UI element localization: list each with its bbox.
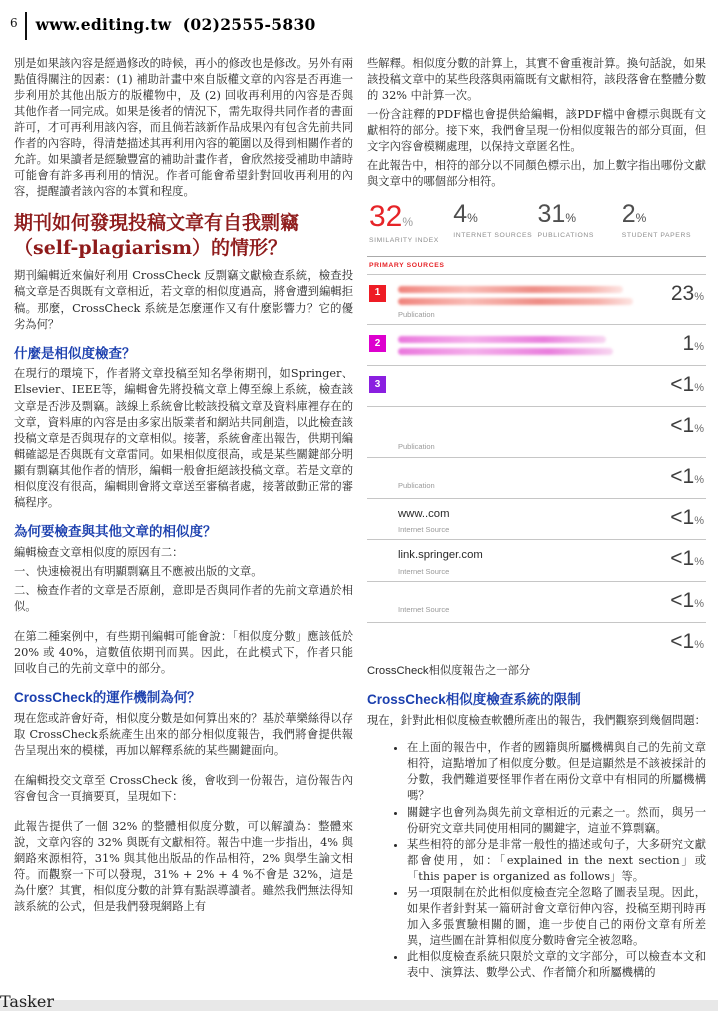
limitation-item: • 另一項限制在於此相似度檢查完全忽略了圖表呈現。因此，如果作者針對某一篇研討會文章衍伸內容，投稿至期刊時再加入多張實驗相關的圖，進一步使自己的兩份文章有所差異，這些圖在計算相似度分數時會完全被忽略。 [407,885,706,949]
stat-internet-value: 4% [453,200,478,229]
source-badge-2: 2 [369,335,386,352]
source-badge-9: 9 [374,635,381,647]
watermark-label: Tasker [0,992,54,1011]
limitation-item: • 關鍵字也會列為與先前文章相近的元素之一。然而，與另一份研究文章共同使用相同的關鍵字，這並不算剽竊。 [407,805,706,837]
redacted-text-bar [398,646,640,653]
stat-publications [538,202,622,246]
paragraph-what-is-similarity-check: 在現行的環境下，作者將文章投稿至知名學術期刊，如Springer、Elsevier、IEEE等，編輯會先將投稿文章上傳至線上系統，檢查該文章是否涉及剽竊。該線上系統會比較該投稿文章及資料庫裡存在的文章，資料庫的內容是由多家出版業者和網站共同創造，以此檢查該投稿文章是否與現存的文章相似。接著，系統會產出報告，供期刊編輯確認是否與既有文章雷同。如果相似度很高，或是某些關鍵部分明顯有剽竊其他作者的情形，編輯一般會拒絕該投稿文章。若是文章的相似度沒有很高，編輯則會將文章送至審稿者處，接著啟動正常的審稿程序。 [14,367,353,509]
source-url-springer: link.springer.com [398,549,483,562]
source-badge-7: 7 [374,552,381,564]
redacted-text-bar [398,286,623,293]
source-row-5 [367,457,706,498]
source-badge-5: 5 [374,470,381,482]
paragraph-how-3: 此報告提供了一個 32% 的整體相似度分數，可以解讀為：整體來說，文章內容的 32% 與既有文獻相符。報告中進一步指出，4% 與網路來源相符，31% 與其他出版品的作品相符，2% 與學生論文相符。而觀察一下可以發現，31% + 2% + 4 %不會是 32%，這是為什麼？其實，相似度分數的計算有點誤導讀者。雖然我們無法得知該系統的公式，但是我們發現網路上有 [14,819,353,913]
heading-how-crosscheck-works: CrossCheck的運作機制為何？ [14,689,201,705]
redacted-text-bar [398,418,640,425]
source-row-2 [367,324,706,365]
site-phone: (02)2555-5830 [182,15,316,34]
stat-similarity-label: SIMILARITY INDEX [369,237,439,245]
redacted-text-bar [398,593,640,600]
heading-why-check-similarity: 為何要檢查與其他文章的相似度？ [14,523,217,539]
tasker-watermark [0,992,718,1011]
article-title [14,211,353,261]
stat-student-value: 2% [621,200,647,229]
report-stats [367,200,706,256]
source-type-label: Internet Source [398,605,450,615]
source-percentage: <1% [670,630,704,654]
paragraph-why-item1: 一、快速檢視出有明顯剽竊且不應被出版的文章。 [14,564,263,578]
source-row-6 [367,498,706,540]
stat-internet-label: INTERNET SOURCES [453,232,533,240]
paragraph-why-item2: 二、檢查作者的文章是否原創，意即是否與同作者的先前文章過於相似。 [14,583,353,613]
source-type-label: Publication [398,442,435,452]
paragraph-continued-1: 些解釋。相似度分數的計算上，其實不會重複計算。換句話說，如果該投稿文章中的某些段落與兩篇既有文獻相符，該段落會在整體分數的 32% 中計算一次。 [367,57,706,103]
stat-internet-sources [453,202,537,246]
heading-what-is-similarity-check: 什麼是相似度檢查？ [14,345,136,361]
source-percentage: <1% [670,464,704,488]
paragraph-how-1: 現在您或許會好奇，相似度分數是如何算出來的？基於華樂絲得以存取 CrossCheck系統產生出來的部分相似度報告，我們將會提供報告呈現出來的模樣，再加以解釋系統的某些關鍵面向。 [14,711,353,757]
source-badge-3: 3 [369,376,386,393]
heading-crosscheck-limits: CrossCheck相似度檢查系統的限制 [367,692,581,708]
stat-publications-value: 31% [537,200,576,229]
paragraph-continued-2: 一份含註釋的PDF檔也會提供給編輯，該PDF檔中會標示與既有文獻相符的部分。接下來，我們會呈現一份相似度報告的部分頁面，但文字內容會模糊處理，以保持文章匿名性。 [367,108,706,154]
limitation-item: • 在上面的報告中，作者的國籍與所屬機構與自己的先前文章相符，這點增加了相似度分數。但是這顯然是不該被採計的分數，我們難道要怪罪作者在兩份文章中有相同的所屬機構嗎？ [407,740,706,804]
source-row-3 [367,365,706,406]
source-percentage: <1% [670,589,704,613]
redacted-text-bar [398,430,640,437]
paragraph-reuse-intro: 別是如果該內容是經過修改的時候，再小的修改也是修改。另外有兩點值得關注的因素：(1) 補助計畫中來自版權文章的內容是否再進一步利用於其他出版方的版權物中，及 (2) 回收再利用的內容是否與其他作者一同完成。如果是後者的情況下，需先取得共同作者的書面許可，才可再利用該內容，而且倘若該新作品成果內有包含先前共同作者的內容時，得清楚描述其再利用內容的範圍以及得到相關作者的允許。如果讀者是經驗豐富的補助計畫作者，會欣然接受補助申請時可能會有許多再利用的情況。作者可能會希望針對回收再利用的內容，提醒讀者該內容的本質和程度。 [14,57,353,199]
source-row-4 [367,406,706,457]
source-badge-4: 4 [374,419,381,431]
source-row-7 [367,539,706,581]
redacted-text-bar [398,469,640,476]
page-header [0,0,718,40]
stat-similarity-value: 32% [369,200,414,234]
stat-student-label: STUDENT PAPERS [621,232,692,240]
source-row-1 [367,274,706,325]
paragraph-why-lead: 編輯檢查文章相似度的原因有二： [14,545,184,559]
source-row-8 [367,581,706,622]
article-title-line1: 期刊如何發現投稿文章有自我剽竊 [14,212,300,235]
source-type-label: Publication [398,480,435,490]
paragraph-limits-intro: 現在，針對此相似度檢查軟體所產出的報告，我們觀察到幾個問題： [367,714,706,728]
paragraph-continued-3: 在此報告中，相符的部分以不同顏色標示出，加上數字指出哪份文獻與文章中的哪個部分相符。 [367,159,706,189]
limitation-item: • 此相似度檢查系統只限於文章的文字部分，可以檢查本文和表中、演算法、數學公式、作者簡介和所屬機構的 [407,949,706,981]
source-type-label: Internet Source [398,566,450,576]
stat-publications-label: PUBLICATIONS [537,232,595,240]
redacted-text-bar [398,634,640,641]
source-percentage: 23% [670,281,704,305]
figure-caption: CrossCheck相似度報告之一部分 [367,665,531,678]
source-percentage: <1% [670,414,704,438]
site-url: www.editing.tw [35,15,172,34]
source-url-redacted: www..com [398,507,450,520]
right-column [367,56,706,992]
source-row-9 [367,622,706,663]
redacted-text-bar [398,377,640,384]
article-title-line2: （self-plagiarism）的情形？ [14,237,288,260]
two-column-body [0,40,718,992]
site-info [27,12,316,40]
redacted-text-bar [398,389,640,396]
redacted-text-bar [398,348,613,355]
source-percentage: <1% [670,373,704,397]
paragraph-crosscheck-intro: 期刊編輯近來偏好利用 CrossCheck 反剽竊文獻檢查系統，檢查投稿文章是否與既有文章相近，若文章的相似度過高，將會遭到編輯拒稿。那麼，CrossCheck 系統是怎麼運作又有什麼影響力？它的優劣為何？ [14,269,353,331]
redacted-text-bar [398,336,606,343]
left-column [14,56,353,992]
paragraph-why-second-case: 在第二種案例中，有些期刊編輯可能會說：「相似度分數」應該低於 20% 或 40%，這數值依期刊而異。因此，在此模式下，作者只能回收自己的先前文章中的部分。 [14,629,353,675]
source-percentage: 1% [682,332,704,356]
source-badge-8: 8 [374,594,381,606]
source-type-label: Publication [398,309,435,319]
source-type-label: Internet Source [398,524,450,534]
primary-sources-label: PRIMARY SOURCES [367,256,706,274]
limitations-list [367,740,706,980]
redacted-text-bar [398,298,633,305]
source-badge-1: 1 [369,285,386,302]
source-percentage: <1% [670,505,704,529]
limitation-item: • 某些相符的部分是非常一般性的描述或句子，大多研究文獻都會使用，如：「explained in the next section」或「this paper is organized as follows」等。 [407,837,706,885]
similarity-report-figure [367,200,706,679]
source-percentage: <1% [670,547,704,571]
stat-student-papers [622,202,706,246]
paragraph-how-2: 在編輯投交文章至 CrossCheck 後，會收到一份報告，這份報告內容會包含一頁摘要頁，呈現如下： [14,773,353,803]
page-number: 6 [10,16,18,30]
stat-similarity-index [369,202,453,246]
source-badge-6: 6 [374,511,381,523]
